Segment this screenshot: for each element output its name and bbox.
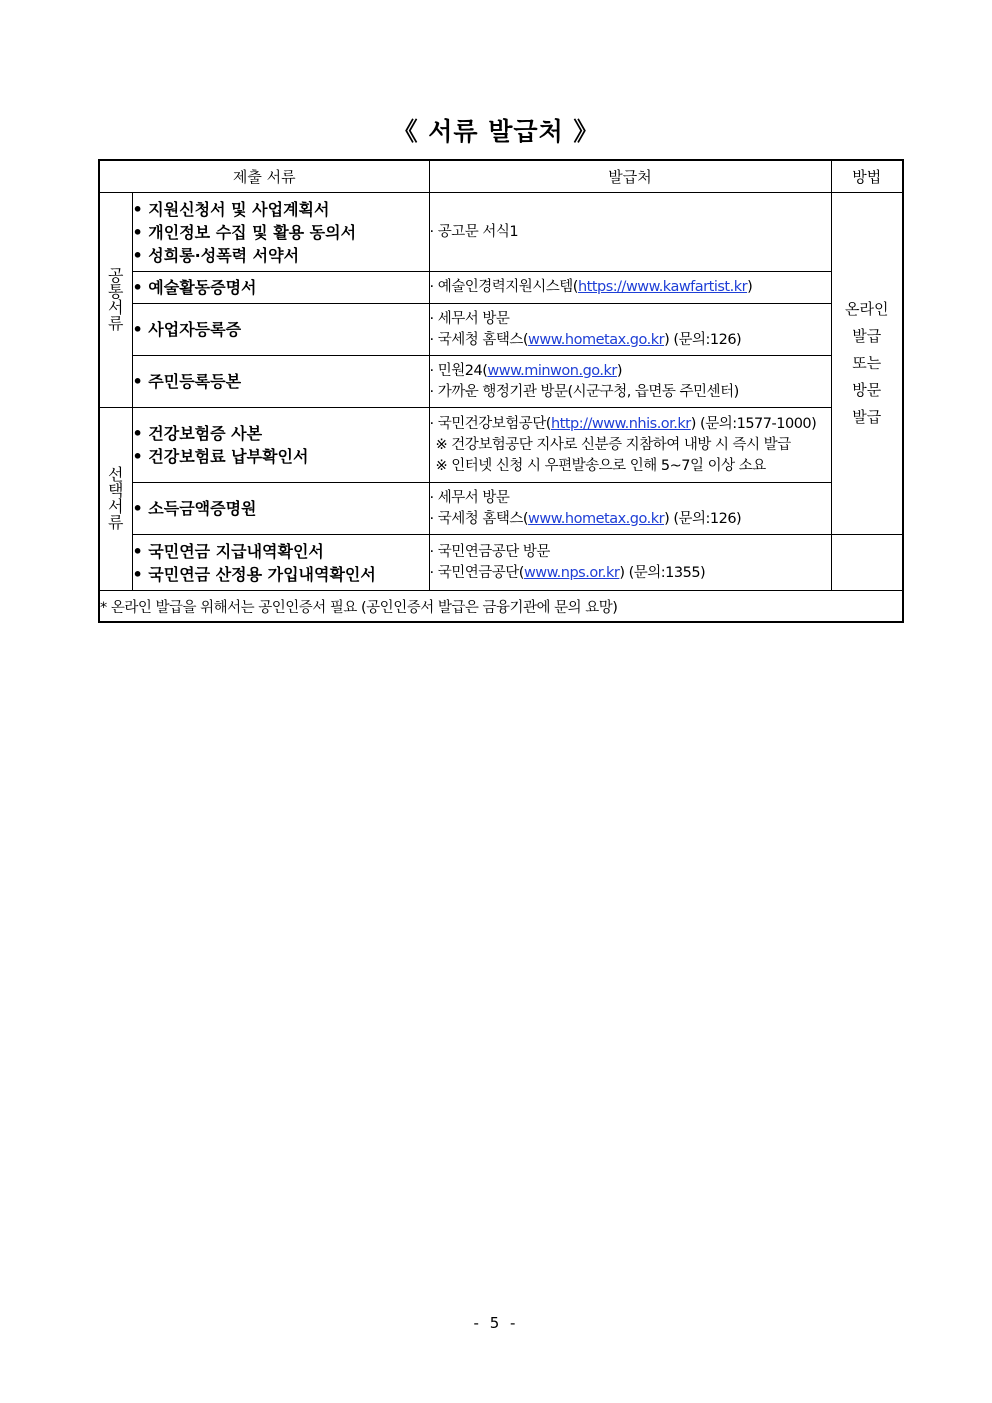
source-text: 국민연금공단 방문 (437, 543, 550, 560)
method-text: 발급 (852, 408, 882, 426)
table-row (99, 483, 903, 535)
source-line (430, 563, 831, 584)
category-char: 류 (108, 513, 124, 532)
source-text: 국민연금공단( (437, 564, 524, 581)
category-char: 서 (108, 497, 124, 516)
method-text: 또는 (852, 354, 882, 372)
docs-cell (132, 193, 429, 272)
method-text: 방문 (852, 381, 882, 399)
header-method: 방법 (831, 160, 903, 193)
category-char: 통 (108, 282, 124, 301)
docs-cell (132, 408, 429, 483)
doc-item: • 성희롱·성폭력 서약서 (133, 244, 429, 267)
source-line (430, 414, 831, 435)
doc-item: • 국민연금 지급내역확인서 (133, 540, 429, 563)
doc-item: • 지원신청서 및 사업계획서 (133, 198, 429, 221)
category-char: 류 (108, 314, 124, 333)
table-row (99, 272, 903, 304)
doc-item: • 주민등록등본 (133, 370, 429, 393)
kawfartist-link[interactable]: https://www.kawfartist.kr (577, 279, 748, 295)
header-docs: 제출 서류 (99, 160, 429, 193)
method-text: 발급 (852, 327, 882, 345)
source-text: 세무서 방문 (437, 489, 510, 506)
category-char: 선 (108, 465, 124, 484)
docs-cell (132, 356, 429, 408)
docs-cell (132, 304, 429, 356)
table-row (99, 193, 903, 272)
category-common (99, 193, 132, 408)
source-text: ) (문의:1355) (619, 564, 706, 581)
source-text: 가까운 행정기관 방문(시군구청, 읍면동 주민센터) (437, 383, 739, 400)
doc-item: • 건강보험료 납부확인서 (133, 445, 429, 468)
source-cell (429, 304, 831, 356)
source-line (430, 277, 831, 298)
source-text: 민원24( (437, 362, 488, 379)
doc-item: • 사업자등록증 (133, 318, 429, 341)
source-line (430, 488, 831, 509)
method-empty-cell (831, 535, 903, 591)
doc-item: • 예술활동증명서 (133, 276, 429, 299)
docs-cell (132, 483, 429, 535)
page-number: - 5 - (473, 1314, 519, 1332)
nhis-link[interactable]: http://www.nhis.or.kr (550, 415, 691, 432)
source-line (430, 382, 831, 403)
source-text: 예술인경력지원시스템( (437, 279, 578, 295)
source-cell (429, 193, 831, 272)
nps-link[interactable]: www.nps.or.kr (523, 564, 620, 581)
docs-cell (132, 272, 429, 304)
source-line (430, 309, 831, 330)
page-title: 《 서류 발급처 》 (392, 117, 600, 146)
source-cell (429, 408, 831, 483)
doc-item: • 국민연금 산정용 가입내역확인서 (133, 563, 429, 586)
footnote: * 온라인 발급을 위해서는 공인인증서 필요 (공인인증서 발급은 금융기관에 문의 요망) (99, 591, 903, 623)
source-note: ※ 건강보험공단 지사로 신분증 지참하여 내방 시 즉시 발급 (435, 436, 791, 453)
table-row (99, 408, 903, 483)
source-line (430, 361, 831, 382)
source-line (430, 330, 831, 351)
issuance-table (98, 159, 904, 623)
header-source: 발급처 (429, 160, 831, 193)
method-cell (831, 193, 903, 535)
category-char: 서 (108, 298, 124, 317)
source-cell (429, 272, 831, 304)
source-text: 국민건강보험공단( (437, 415, 551, 432)
hometax-link[interactable]: www.hometax.go.kr (528, 331, 665, 348)
source-text: ) (문의:126) (664, 510, 742, 527)
docs-cell (132, 535, 429, 591)
hometax-link[interactable]: www.hometax.go.kr (528, 510, 665, 527)
source-text: 세무서 방문 (437, 310, 510, 327)
source-text: ) (616, 362, 623, 379)
source-text: ) (747, 279, 753, 295)
source-line (430, 542, 831, 563)
category-char: 공 (108, 266, 124, 285)
doc-item: • 건강보험증 사본 (133, 422, 429, 445)
header-row (99, 160, 903, 193)
source-cell (429, 535, 831, 591)
source-cell (429, 483, 831, 535)
source-text: 국세청 홈택스( (437, 510, 529, 527)
doc-item: • 소득금액증명원 (133, 497, 429, 520)
table-row (99, 535, 903, 591)
table-row (99, 304, 903, 356)
method-text: 온라인 (845, 300, 889, 318)
doc-item: • 개인정보 수집 및 활용 동의서 (133, 221, 429, 244)
source-line (430, 509, 831, 530)
source-text: 공고문 서식1 (437, 223, 519, 240)
category-optional (99, 408, 132, 591)
footnote-row (99, 591, 903, 623)
source-text: 국세청 홈택스( (437, 331, 529, 348)
source-line (430, 222, 831, 243)
source-cell (429, 356, 831, 408)
source-text: ) (문의:1577-1000) (690, 415, 817, 432)
table-row (99, 356, 903, 408)
source-note: ※ 인터넷 신청 시 우편발송으로 인해 5~7일 이상 소요 (435, 457, 766, 474)
source-text: ) (문의:126) (664, 331, 742, 348)
minwon-link[interactable]: www.minwon.go.kr (487, 362, 617, 379)
category-char: 택 (108, 481, 124, 500)
